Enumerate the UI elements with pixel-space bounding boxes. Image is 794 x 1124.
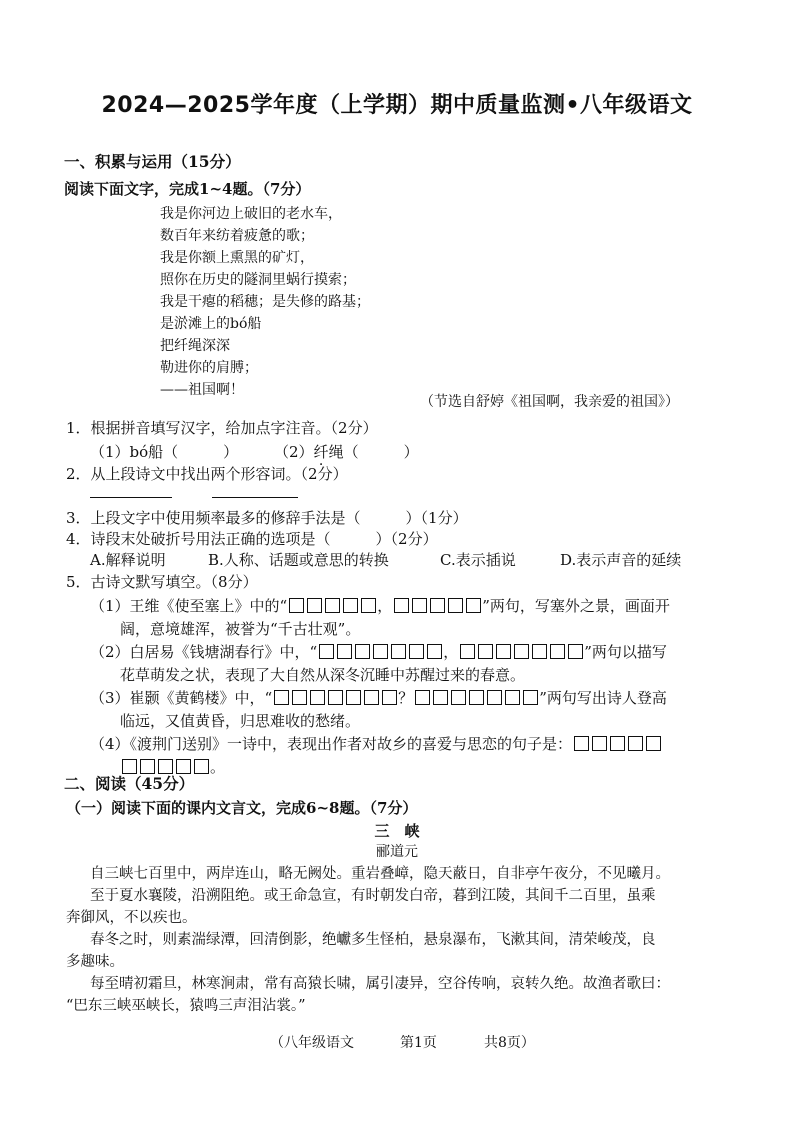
answer-boxes-5-1a[interactable] <box>287 597 377 615</box>
poem-line-5: 我是干瘪的稻穗；是失修的路基； <box>160 294 370 310</box>
poem-source: （节选自舒婷《祖国啊，我亲爱的祖国》） <box>420 394 679 410</box>
text-title: 三 峡 <box>374 822 420 840</box>
poem-line-2: 数百年来纺着疲惫的歌； <box>160 228 314 244</box>
question-1: 1．根据拼音填写汉字，给加点字注音。（2分） <box>66 419 378 437</box>
page-title: 2024—2025学年度（上学期）期中质量监测•八年级语文 <box>101 93 693 118</box>
passage-line-7: “巴东三峡巫峡长，猿鸣三声泪沾裳。” <box>66 998 306 1014</box>
question-1-a: （1）bó船（ ） <box>90 443 239 461</box>
question-5-1-prefix: （1）王维《使至塞上》中的“ <box>90 597 288 615</box>
question-4-option-c: C.表示插说 <box>440 551 516 569</box>
poem-line-3: 我是你额上熏黑的矿灯， <box>160 250 314 266</box>
question-4-option-a: A.解释说明 <box>90 551 166 569</box>
section1-intro: 阅读下面文字，完成1~4题。（7分） <box>64 180 311 198</box>
answer-boxes-5-2a[interactable] <box>317 643 443 661</box>
question-5-4-suffix: 。 <box>210 758 226 776</box>
poem-line-4: 照你在历史的隧洞里蜗行摸索； <box>160 272 356 288</box>
footer-total: 共8页） <box>484 1035 535 1051</box>
question-5-2-mid: ， <box>443 643 459 661</box>
passage-line-2: 至于夏水襄陵，沿溯阻绝。或王命急宣，有时朝发白帝，暮到江陵，其间千二百里，虽乘 <box>90 888 656 904</box>
passage-line-5: 多趣味。 <box>66 954 124 970</box>
question-2: 2．从上段诗文中找出两个形容词。（2分） <box>66 465 348 483</box>
question-5-3-suffix: ”两句写出诗人登高 <box>539 689 667 707</box>
question-4-option-b: B.人称、话题或意思的转换 <box>208 551 389 569</box>
answer-line-1[interactable] <box>90 497 172 498</box>
question-5-3-line-1 <box>90 687 667 708</box>
question-5-3-line-2: 临远，又值黄昏，归思难收的愁绪。 <box>120 712 361 730</box>
question-5-3-prefix: （3）崔颢《黄鹤楼》中，“ <box>90 689 273 707</box>
question-1-b-suffix: 绳（ ） <box>328 443 419 461</box>
text-author: 郦道元 <box>376 844 418 860</box>
footer-page: 第1页 <box>400 1035 437 1051</box>
passage-line-6: 每至晴初霜旦，林寒涧肃，常有高猿长啸，属引凄异，空谷传响，哀转久绝。故渔者歌曰： <box>90 976 670 992</box>
answer-boxes-5-1b[interactable] <box>392 597 482 615</box>
question-5-1-line-2: 阔，意境雄浑，被誉为“千古壮观”。 <box>120 620 361 638</box>
question-5-4-prefix: （4）《渡荆门送别》一诗中，表现出作者对故乡的喜爱与思恋的句子是： <box>90 735 573 753</box>
answer-boxes-5-2b[interactable] <box>458 643 584 661</box>
section2-sub1: （一）阅读下面的课内文言文，完成6~8题。（7分） <box>66 799 418 817</box>
answer-boxes-5-4a[interactable] <box>572 735 662 753</box>
question-5-2-suffix: ”两句以描写 <box>584 643 667 661</box>
poem-line-7: 把纤绳深深 <box>160 338 230 354</box>
section2-heading: 二、阅读（45分） <box>64 774 195 793</box>
poem-line-8: 勒进你的肩膊； <box>160 360 258 376</box>
passage-line-3: 奔御风，不以疾也。 <box>66 910 197 926</box>
question-5-1-suffix: ”两句，写塞外之景，画面开 <box>482 597 670 615</box>
question-5-2-prefix: （2）白居易《钱塘湖春行》中，“ <box>90 643 318 661</box>
section1-heading: 一、积累与运用（15分） <box>64 152 241 171</box>
question-5-4-line-1 <box>90 733 662 754</box>
question-5-3-mid: ？ <box>398 689 414 707</box>
question-4: 4．诗段末处破折号用法正确的选项是（ ）（2分） <box>66 530 438 548</box>
question-3: 3．上段文字中使用频率最多的修辞手法是（ ）（1分） <box>66 509 468 527</box>
answer-boxes-5-3a[interactable] <box>272 689 398 707</box>
question-1-b-prefix: （2） <box>274 443 314 461</box>
answer-line-2[interactable] <box>212 497 298 498</box>
poem-line-9: ——祖国啊！ <box>160 382 244 398</box>
passage-line-4: 春冬之时，则素湍绿潭，回清倒影，绝巘多生怪柏，悬泉瀑布，飞漱其间，清荣峻茂，良 <box>90 932 656 948</box>
question-5-2-line-2: 花草萌发之状，表现了大自然从深冬沉睡中苏醒过来的春意。 <box>120 666 526 684</box>
question-4-option-d: D.表示声音的延续 <box>560 551 682 569</box>
question-5-1-line-1 <box>90 595 670 616</box>
passage-line-1: 自三峡七百里中，两岸连山，略无阙处。重岩叠嶂，隐天蔽日，自非亭午夜分，不见曦月。 <box>90 866 670 882</box>
poem-line-1: 我是你河边上破旧的老水车， <box>160 206 342 222</box>
dotted-character: 纤 <box>313 443 329 461</box>
footer-subject: （八年级语文 <box>270 1035 354 1051</box>
answer-boxes-5-3b[interactable] <box>413 689 539 707</box>
question-5-1-mid: ， <box>377 597 393 615</box>
poem-line-6: 是淤滩上的bó船 <box>160 316 262 332</box>
question-5-2-line-1 <box>90 641 667 662</box>
question-5: 5．古诗文默写填空。（8分） <box>66 573 258 591</box>
question-1-b <box>274 441 419 462</box>
